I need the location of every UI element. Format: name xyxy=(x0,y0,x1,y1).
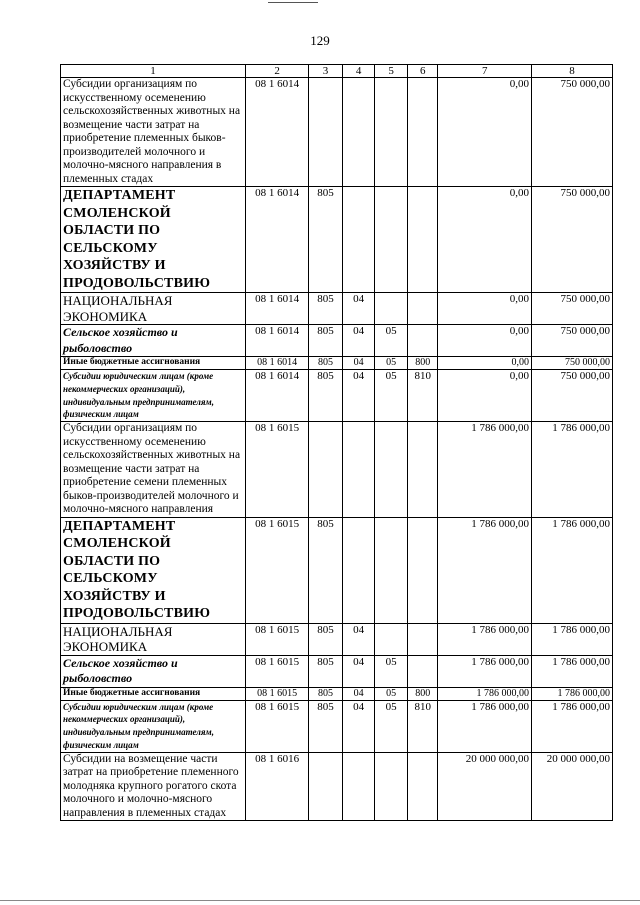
cell-expense-type xyxy=(407,325,437,357)
cell-target-code: 08 1 6015 xyxy=(246,422,309,518)
cell-amount-col8: 1 786 000,00 xyxy=(532,655,613,687)
cell-ministry-code: 805 xyxy=(309,623,343,655)
cell-target-code: 08 1 6015 xyxy=(246,623,309,655)
cell-target-code: 08 1 6016 xyxy=(246,752,309,821)
table-row xyxy=(61,687,613,700)
budget-table xyxy=(60,64,613,821)
cell-expense-type xyxy=(407,752,437,821)
cell-name: ДЕПАРТАМЕНТ СМОЛЕНСКОЙ ОБЛАСТИ ПО СЕЛЬСКОМУ ХОЗЯЙСТВУ И ПРОДОВОЛЬСТВИЮ xyxy=(61,517,246,623)
column-header: 1 xyxy=(61,65,246,78)
cell-subsection: 05 xyxy=(375,325,408,357)
cell-target-code: 08 1 6015 xyxy=(246,517,309,623)
table-row xyxy=(61,752,613,821)
table-row xyxy=(61,357,613,370)
cell-ministry-code: 805 xyxy=(309,687,343,700)
cell-name: Субсидии юридическим лицам (кроме некоммерческих организаций), индивидуальным предпринимателям, физическим лицам xyxy=(61,700,246,752)
cell-expense-type xyxy=(407,293,437,325)
cell-amount-col7: 0,00 xyxy=(438,78,532,187)
table-row xyxy=(61,78,613,187)
cell-name: НАЦИОНАЛЬНАЯ ЭКОНОМИКА xyxy=(61,623,246,655)
cell-amount-col7: 1 786 000,00 xyxy=(438,422,532,518)
cell-target-code: 08 1 6014 xyxy=(246,370,309,422)
cell-amount-col7: 1 786 000,00 xyxy=(438,687,532,700)
cell-ministry-code: 805 xyxy=(309,517,343,623)
cell-name: Иные бюджетные ассигнования xyxy=(61,357,246,370)
table-row xyxy=(61,187,613,293)
cell-ministry-code xyxy=(309,752,343,821)
cell-ministry-code: 805 xyxy=(309,655,343,687)
cell-ministry-code: 805 xyxy=(309,370,343,422)
cell-name: Сельское хозяйство и рыболовство xyxy=(61,655,246,687)
cell-ministry-code: 805 xyxy=(309,325,343,357)
cell-section xyxy=(342,517,375,623)
cell-ministry-code: 805 xyxy=(309,700,343,752)
cell-section xyxy=(342,422,375,518)
cell-subsection xyxy=(375,752,408,821)
cell-amount-col8: 750 000,00 xyxy=(532,78,613,187)
cell-amount-col7: 0,00 xyxy=(438,325,532,357)
cell-amount-col8: 750 000,00 xyxy=(532,357,613,370)
cell-section: 04 xyxy=(342,293,375,325)
page-number: 129 xyxy=(310,33,330,48)
cell-section: 04 xyxy=(342,655,375,687)
cell-amount-col7: 1 786 000,00 xyxy=(438,517,532,623)
cell-amount-col8: 750 000,00 xyxy=(532,370,613,422)
cell-name: Субсидии на возмещение части затрат на приобретение племенного молодняка крупного рогатого скота молочного и молочно-мясного направления в племенных стадах xyxy=(61,752,246,821)
table-body xyxy=(61,78,613,821)
cell-target-code: 08 1 6014 xyxy=(246,78,309,187)
cell-section: 04 xyxy=(342,623,375,655)
cell-amount-col7: 0,00 xyxy=(438,370,532,422)
cell-expense-type: 810 xyxy=(407,370,437,422)
cell-amount-col7: 1 786 000,00 xyxy=(438,700,532,752)
cell-target-code: 08 1 6014 xyxy=(246,357,309,370)
cell-name: Субсидии организациям по искусственному осеменению сельскохозяйственных животных на возмещение части затрат на приобретение семени племенных быков-производителей молочного и молочно-мясного направления xyxy=(61,422,246,518)
cell-subsection xyxy=(375,187,408,293)
cell-amount-col8: 1 786 000,00 xyxy=(532,517,613,623)
cell-amount-col7: 1 786 000,00 xyxy=(438,655,532,687)
cell-subsection: 05 xyxy=(375,687,408,700)
cell-amount-col7: 0,00 xyxy=(438,187,532,293)
column-header: 3 xyxy=(309,65,343,78)
cell-section xyxy=(342,187,375,293)
cell-name: Субсидии организациям по искусственному осеменению сельскохозяйственных животных на возмещение части затрат на приобретение племенных быков-производителей молочного и молочно-мясного направления в племенных стадах xyxy=(61,78,246,187)
cell-section: 04 xyxy=(342,325,375,357)
cell-expense-type xyxy=(407,655,437,687)
cell-subsection xyxy=(375,623,408,655)
cell-section xyxy=(342,752,375,821)
cell-target-code: 08 1 6014 xyxy=(246,187,309,293)
cell-amount-col8: 1 786 000,00 xyxy=(532,700,613,752)
cell-expense-type xyxy=(407,78,437,187)
cell-section: 04 xyxy=(342,687,375,700)
cell-expense-type xyxy=(407,623,437,655)
cell-amount-col8: 750 000,00 xyxy=(532,325,613,357)
table-row xyxy=(61,517,613,623)
column-header: 5 xyxy=(375,65,408,78)
cell-target-code: 08 1 6015 xyxy=(246,687,309,700)
cell-subsection xyxy=(375,293,408,325)
bottom-edge-line xyxy=(0,900,640,901)
cell-subsection xyxy=(375,517,408,623)
cell-amount-col7: 1 786 000,00 xyxy=(438,623,532,655)
table-row xyxy=(61,700,613,752)
table-row xyxy=(61,325,613,357)
cell-ministry-code: 805 xyxy=(309,357,343,370)
cell-amount-col7: 0,00 xyxy=(438,357,532,370)
cell-expense-type xyxy=(407,187,437,293)
table-row xyxy=(61,370,613,422)
cell-subsection: 05 xyxy=(375,700,408,752)
cell-section: 04 xyxy=(342,370,375,422)
cell-target-code: 08 1 6014 xyxy=(246,325,309,357)
cell-ministry-code: 805 xyxy=(309,293,343,325)
column-header: 4 xyxy=(342,65,375,78)
header-row xyxy=(61,65,613,78)
cell-amount-col8: 20 000 000,00 xyxy=(532,752,613,821)
table-row xyxy=(61,422,613,518)
cell-amount-col8: 750 000,00 xyxy=(532,187,613,293)
cell-amount-col8: 1 786 000,00 xyxy=(532,623,613,655)
cell-expense-type xyxy=(407,517,437,623)
cell-name: Иные бюджетные ассигнования xyxy=(61,687,246,700)
cell-amount-col7: 0,00 xyxy=(438,293,532,325)
cell-target-code: 08 1 6015 xyxy=(246,700,309,752)
cell-section: 04 xyxy=(342,700,375,752)
cell-name: Субсидии юридическим лицам (кроме некоммерческих организаций), индивидуальным предпринимателям, физическим лицам xyxy=(61,370,246,422)
column-header: 2 xyxy=(246,65,309,78)
cell-ministry-code xyxy=(309,422,343,518)
table-row xyxy=(61,293,613,325)
cell-name: ДЕПАРТАМЕНТ СМОЛЕНСКОЙ ОБЛАСТИ ПО СЕЛЬСКОМУ ХОЗЯЙСТВУ И ПРОДОВОЛЬСТВИЮ xyxy=(61,187,246,293)
cell-subsection: 05 xyxy=(375,655,408,687)
cell-section xyxy=(342,78,375,187)
table-row xyxy=(61,623,613,655)
cell-subsection xyxy=(375,422,408,518)
cell-amount-col8: 1 786 000,00 xyxy=(532,687,613,700)
cell-section: 04 xyxy=(342,357,375,370)
cell-ministry-code: 805 xyxy=(309,187,343,293)
cell-subsection xyxy=(375,78,408,187)
cell-amount-col8: 750 000,00 xyxy=(532,293,613,325)
cell-expense-type: 800 xyxy=(407,357,437,370)
table-row xyxy=(61,655,613,687)
cell-subsection: 05 xyxy=(375,357,408,370)
cell-expense-type: 810 xyxy=(407,700,437,752)
cell-target-code: 08 1 6014 xyxy=(246,293,309,325)
cell-expense-type: 800 xyxy=(407,687,437,700)
column-header: 7 xyxy=(438,65,532,78)
cell-ministry-code xyxy=(309,78,343,187)
cell-expense-type xyxy=(407,422,437,518)
cell-amount-col7: 20 000 000,00 xyxy=(438,752,532,821)
cell-subsection: 05 xyxy=(375,370,408,422)
top-edge-line xyxy=(268,2,318,3)
cell-target-code: 08 1 6015 xyxy=(246,655,309,687)
cell-name: Сельское хозяйство и рыболовство xyxy=(61,325,246,357)
cell-amount-col8: 1 786 000,00 xyxy=(532,422,613,518)
cell-name: НАЦИОНАЛЬНАЯ ЭКОНОМИКА xyxy=(61,293,246,325)
column-header: 8 xyxy=(532,65,613,78)
column-header: 6 xyxy=(407,65,437,78)
